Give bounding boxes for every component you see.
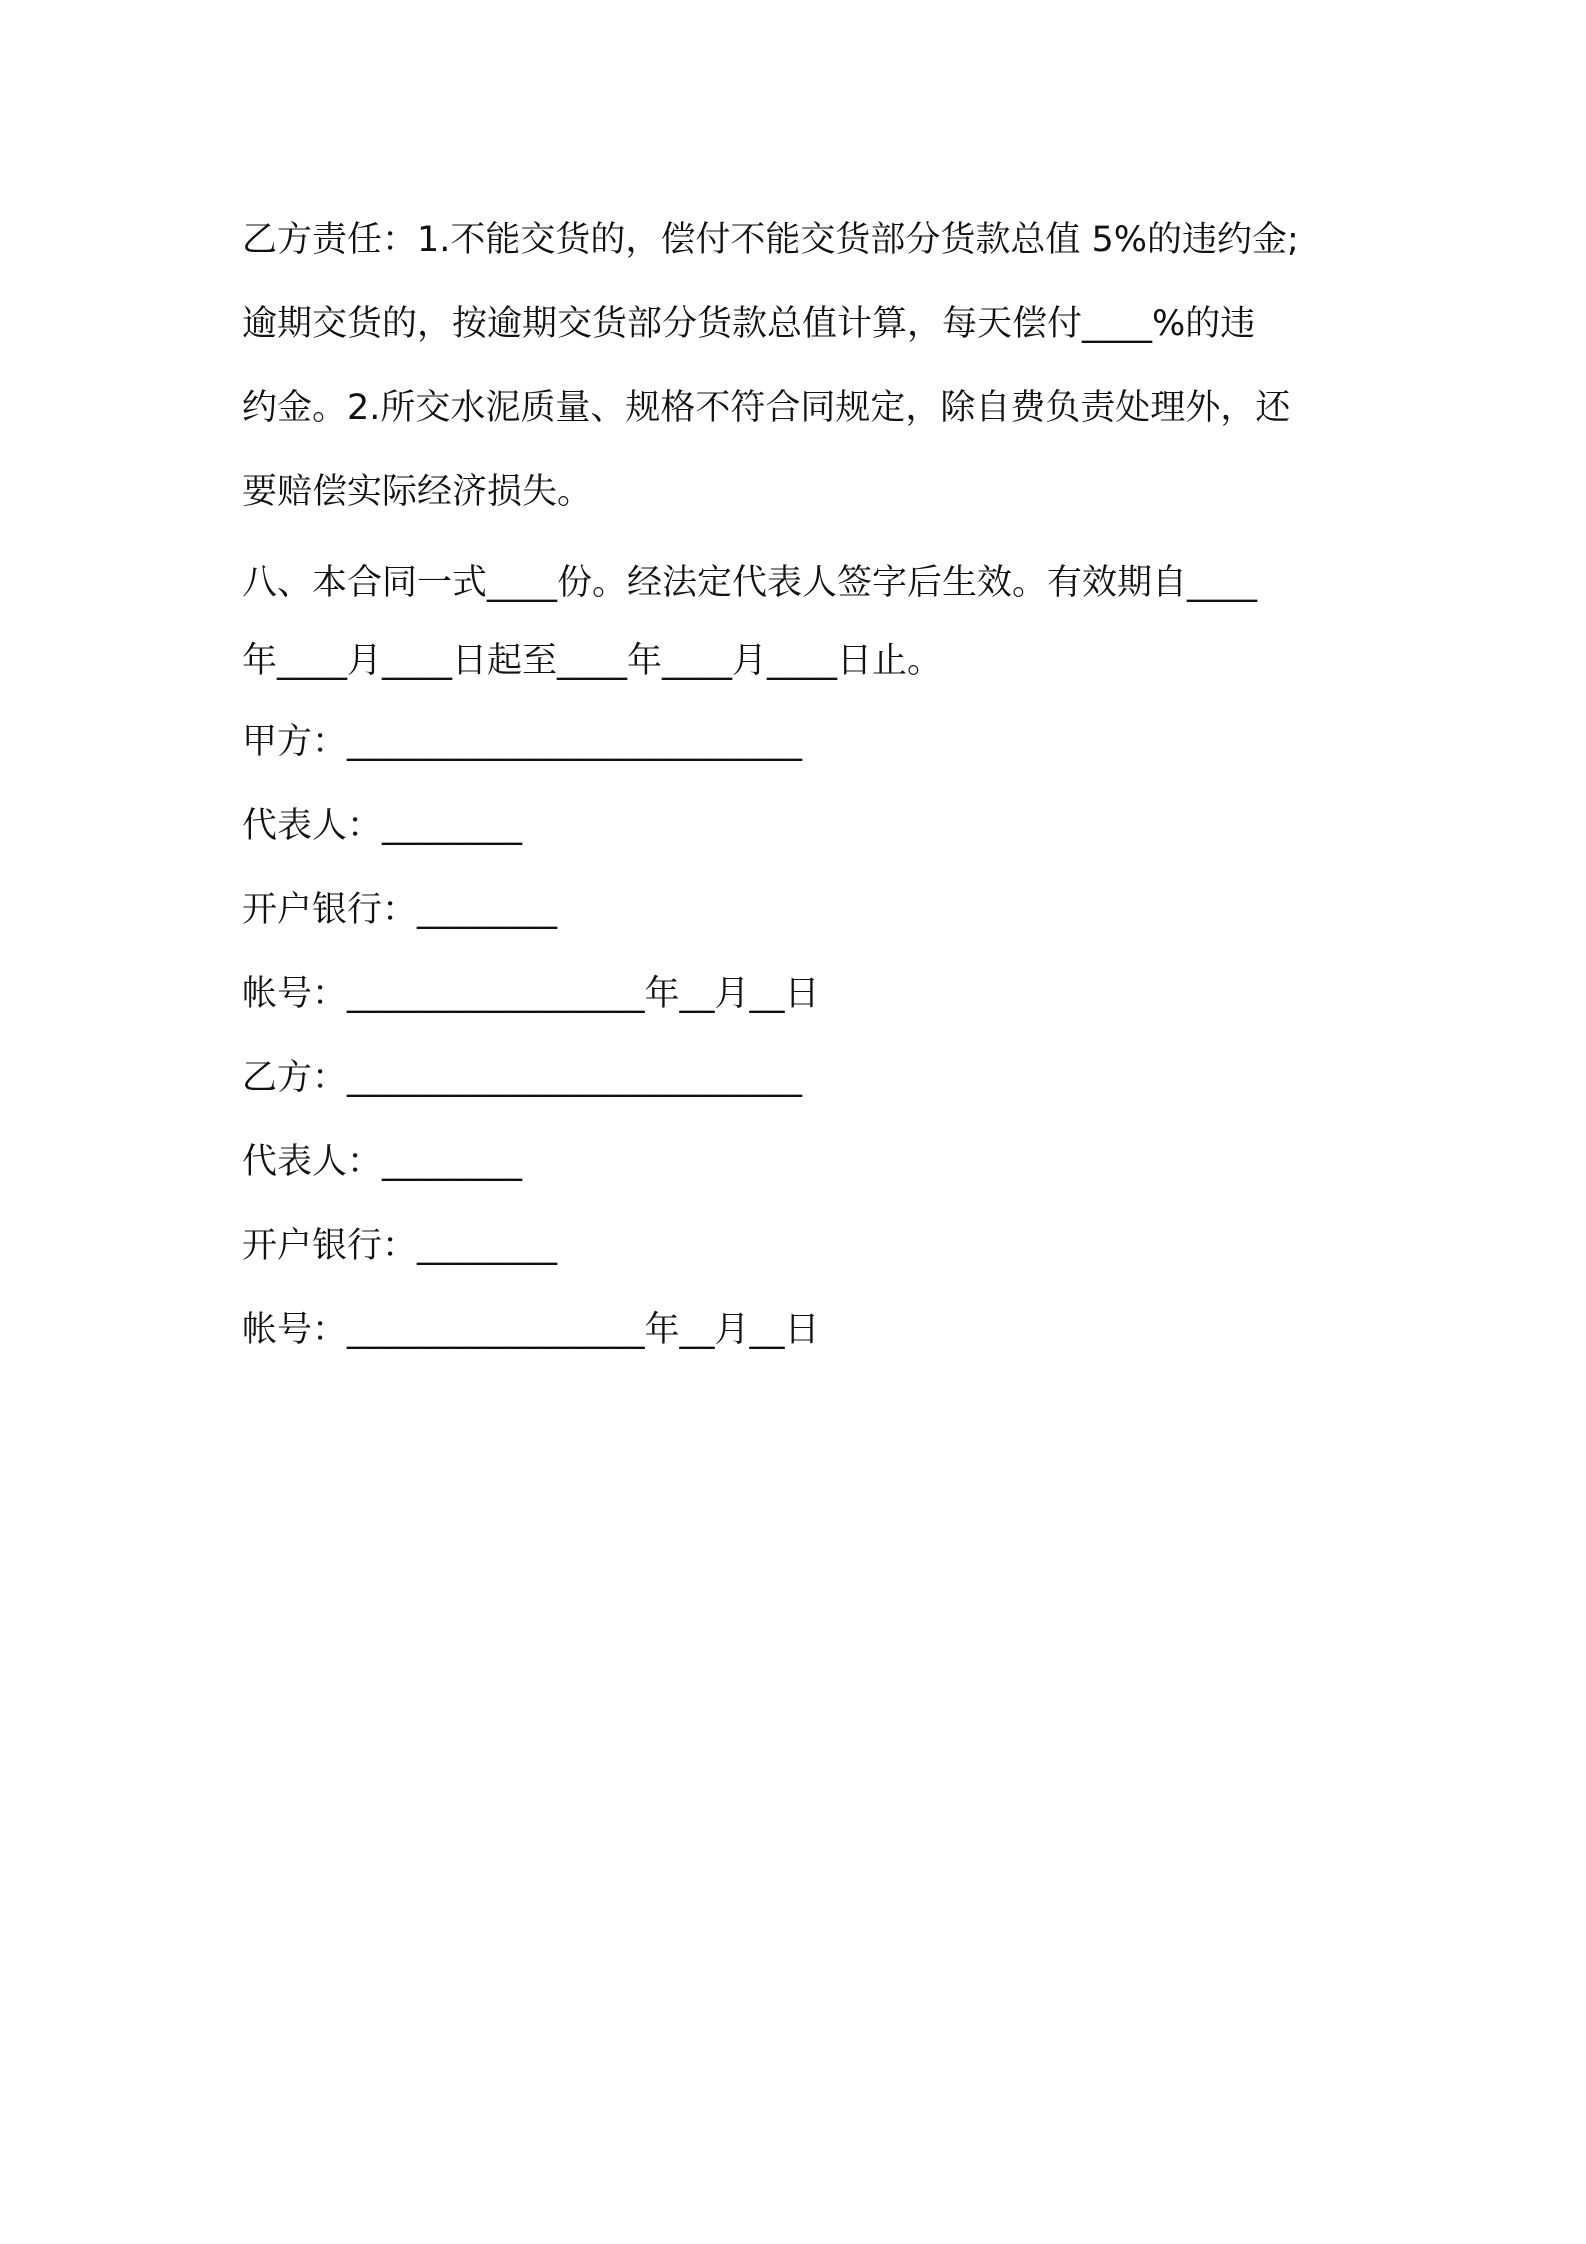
document-content <box>242 198 1362 1372</box>
party-b-field: 乙方：__________________________ <box>242 1058 803 1098</box>
text-line: 年____月____日起至____年____月____日止。 <box>242 641 943 681</box>
clause-eight-validity <box>242 544 1362 700</box>
party-a-bank-field: 开户银行：________ <box>242 890 558 930</box>
signature-fields <box>242 700 1362 1372</box>
text-line: 八、本合同一式____份。经法定代表人签字后生效。有效期自____ <box>242 563 1258 603</box>
party-a-field: 甲方：__________________________ <box>242 722 803 762</box>
clause-party-b-responsibility <box>242 198 1362 534</box>
party-b-representative-field: 代表人：________ <box>242 1142 523 1182</box>
text-line: 乙方责任：1.不能交货的，偿付不能交货部分货款总值 5%的违约金; <box>242 220 1299 260</box>
text-line: 逾期交货的，按逾期交货部分货款总值计算，每天偿付____%的违 <box>242 304 1256 344</box>
party-a-account-date-field: 帐号：_________________年__月__日 <box>242 974 820 1014</box>
party-b-bank-field: 开户银行：________ <box>242 1226 558 1266</box>
text-line: 要赔偿实际经济损失。 <box>242 472 593 512</box>
text-line: 约金。2.所交水泥质量、规格不符合同规定，除自费负责处理外，还 <box>242 388 1291 428</box>
party-a-representative-field: 代表人：________ <box>242 806 523 846</box>
party-b-account-date-field: 帐号：_________________年__月__日 <box>242 1310 820 1350</box>
